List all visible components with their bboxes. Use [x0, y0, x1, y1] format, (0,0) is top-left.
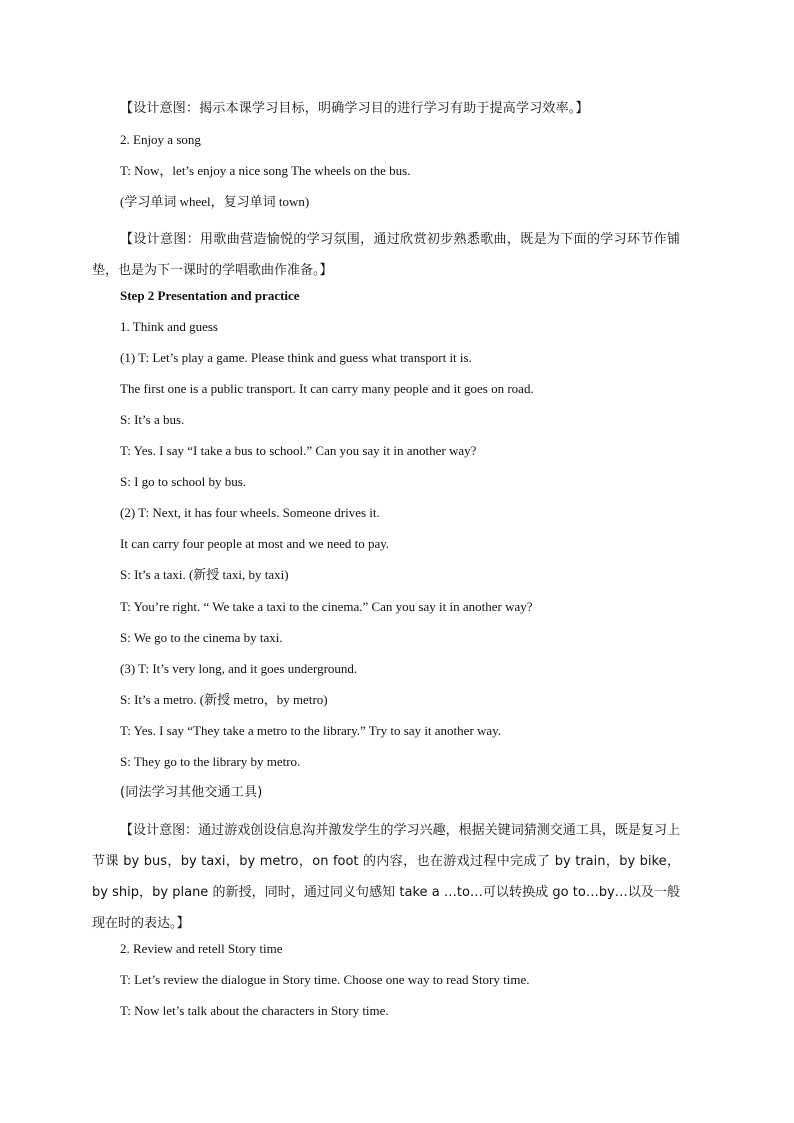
dialogue-line: T: Let’s review the dialogue in Story time. Choose one way to read Story time.	[120, 971, 530, 987]
dialogue-line: S: It’s a taxi. (新授 taxi, by taxi)	[120, 567, 289, 583]
dialogue-line: (3) T: It’s very long, and it goes underground.	[120, 660, 358, 676]
dialogue-line: It can carry four people at most and we need to pay.	[120, 536, 390, 552]
dialogue-line: T: Yes. I say “They take a metro to the library.” Try to say it another way.	[120, 722, 502, 738]
section-enjoy-song: 2. Enjoy a song	[120, 132, 201, 148]
dialogue-line: (2) T: Next, it has four wheels. Someone drives it.	[120, 505, 380, 521]
dialogue-line: S: I go to school by bus.	[120, 474, 247, 490]
document-body	[92, 100, 680, 1033]
dialogue-line: S: It’s a bus.	[120, 411, 185, 427]
step-2-heading: Step 2 Presentation and practice	[120, 287, 300, 303]
design-intent-1: 【设计意图：揭示本课学习目标，明确学习目的进行学习有助于提高学习效率。】	[120, 101, 589, 116]
dialogue-line: T: You’re right. “ We take a taxi to the cinema.” Can you say it in another way?	[120, 598, 533, 614]
teacher-line-song: T: Now，let’s enjoy a nice song The wheels on the bus.	[120, 163, 411, 179]
dialogue-line: The first one is a public transport. It can carry many people and it goes on road.	[120, 380, 534, 396]
dialogue-line: S: They go to the library by metro.	[120, 753, 301, 769]
dialogue-line: T: Now let’s talk about the characters in Story time.	[120, 1002, 389, 1018]
design-intent-3: 【设计意图：通过游戏创设信息沟并激发学生的学习兴趣，根据关键词猜测交通工具，既是复习上节课 by bus，by taxi，by metro，on foot 的内容，也在游戏过程中完成了 by train，by bike，by ship，by plane 的新授，同时，通过同义句感知 take a …to…可以转换成 go to…by…以及一般现在时的表达。】	[92, 823, 680, 932]
section-review-retell: 2. Review and retell Story time	[120, 940, 283, 956]
dialogue-line: S: We go to the cinema by taxi.	[120, 629, 283, 645]
note-same-method: (同法学习其他交通工具)	[120, 785, 263, 801]
design-intent-2: 【设计意图：用歌曲营造愉悦的学习氛围，通过欣赏初步熟悉歌曲，既是为下面的学习环节作铺垫，也是为下一课时的学唱歌曲作准备。】	[92, 232, 680, 279]
dialogue-line: (1) T: Let’s play a game. Please think and guess what transport it is.	[120, 349, 472, 365]
section-think-guess: 1. Think and guess	[120, 318, 218, 334]
dialogue-line: S: It’s a metro. (新授 metro，by metro)	[120, 691, 328, 707]
note-wheel-town: (学习单词 wheel，复习单词 town)	[120, 194, 310, 210]
dialogue-line: T: Yes. I say “I take a bus to school.” Can you say it in another way?	[120, 443, 477, 459]
